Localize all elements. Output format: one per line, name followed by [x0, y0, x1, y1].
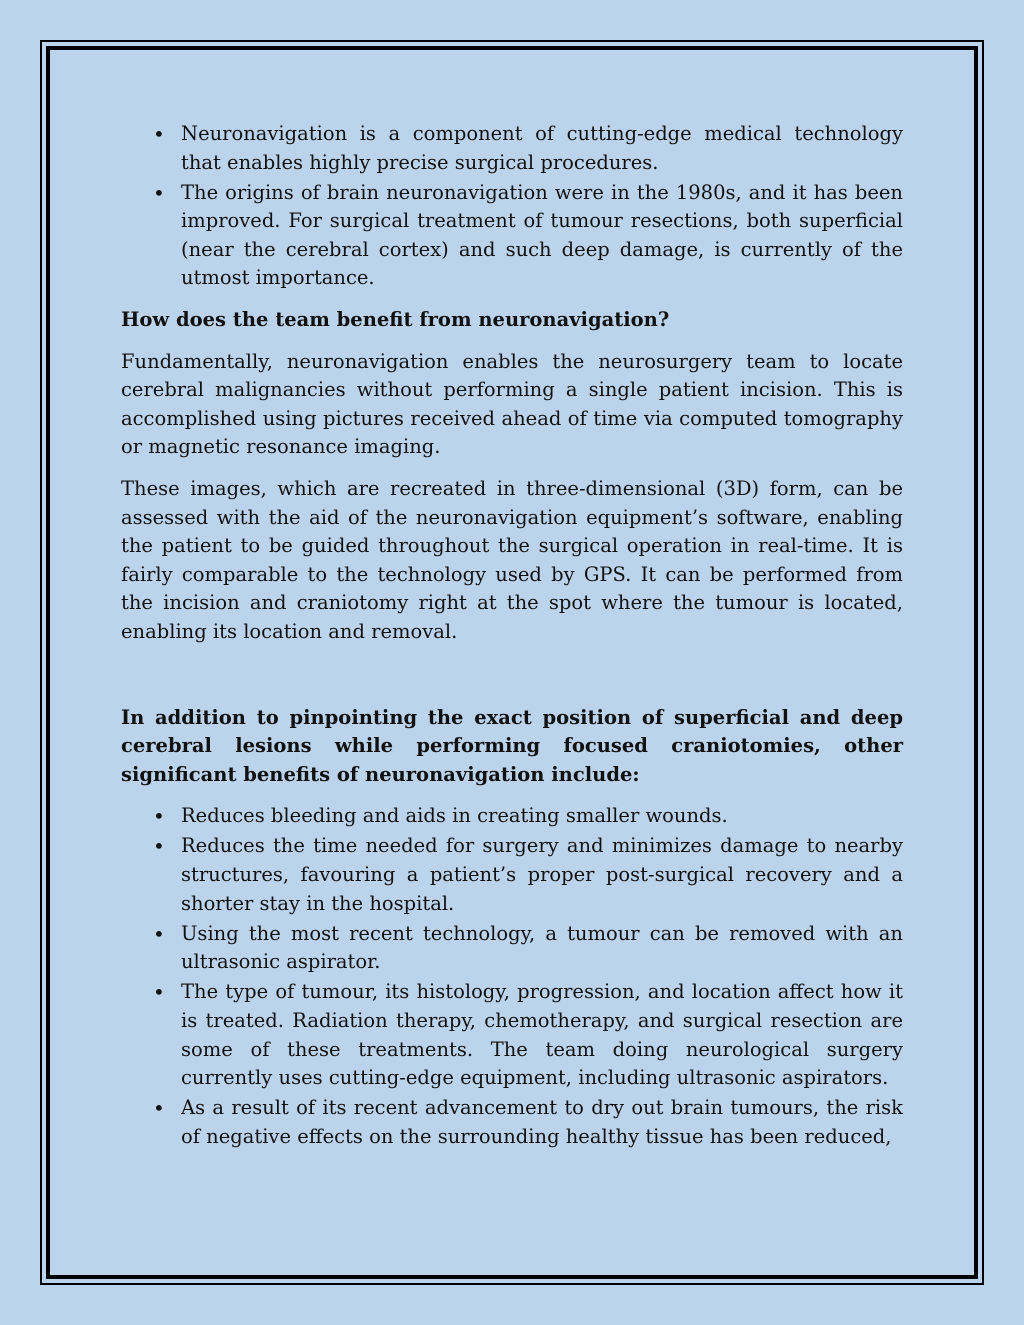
section-heading-team-benefit: How does the team benefit from neuronavigation?: [121, 308, 670, 332]
list-item: • As a result of its recent advancement to dry out brain tumours, the risk of negative effects on the surrounding healthy tissue has been reduced,: [121, 1094, 903, 1151]
list-item: • Using the most recent technology, a tumour can be removed with an ultrasonic aspirator.: [121, 920, 903, 977]
list-item: • Reduces bleeding and aids in creating smaller wounds.: [121, 802, 903, 831]
document-body: [121, 120, 903, 1165]
paragraph-3d-images: These images, which are recreated in three-dimensional (3D) form, can be assessed with the aid of the neuronavigation equipment’s software, enabling the patient to be guided throughout the surgical operation in real-time. It is fairly comparable to the technology used by GPS. It can be performed from the incision and craniotomy right at the spot where the tumour is located, enabling its location and removal.: [121, 477, 903, 643]
list-item: • Reduces the time needed for surgery and minimizes damage to nearby structures, favouring a patient’s proper post-surgical recovery and a shorter stay in the hospital.: [121, 832, 903, 918]
paragraph-fundamentals: Fundamentally, neuronavigation enables the neurosurgery team to locate cerebral malignancies without performing a single patient incision. This is accomplished using pictures received ahead of time via computed tomography or magnetic resonance imaging.: [121, 349, 903, 459]
list-item: • The origins of brain neuronavigation were in the 1980s, and it has been improved. For surgical treatment of tumour resections, both superficial (near the cerebral cortex) and such deep damage, is currently of the utmost importance.: [121, 179, 903, 293]
list-item: • The type of tumour, its histology, progression, and location affect how it is treated. Radiation therapy, chemotherapy, and surgical resection are some of these treatments. The team doing neurological surgery currently uses cutting-edge equipment, including ultrasonic aspirators.: [121, 978, 903, 1092]
section-heading-benefits: In addition to pinpointing the exact position of superficial and deep cerebral lesions while performing focused craniotomies, other significant benefits of neuronavigation include:: [121, 705, 903, 786]
intro-bullet-list: [121, 120, 903, 293]
list-item: • Neuronavigation is a component of cutting-edge medical technology that enables highly precise surgical procedures.: [121, 120, 903, 177]
benefits-bullet-list: [121, 802, 903, 1151]
section-spacer: [121, 660, 903, 704]
